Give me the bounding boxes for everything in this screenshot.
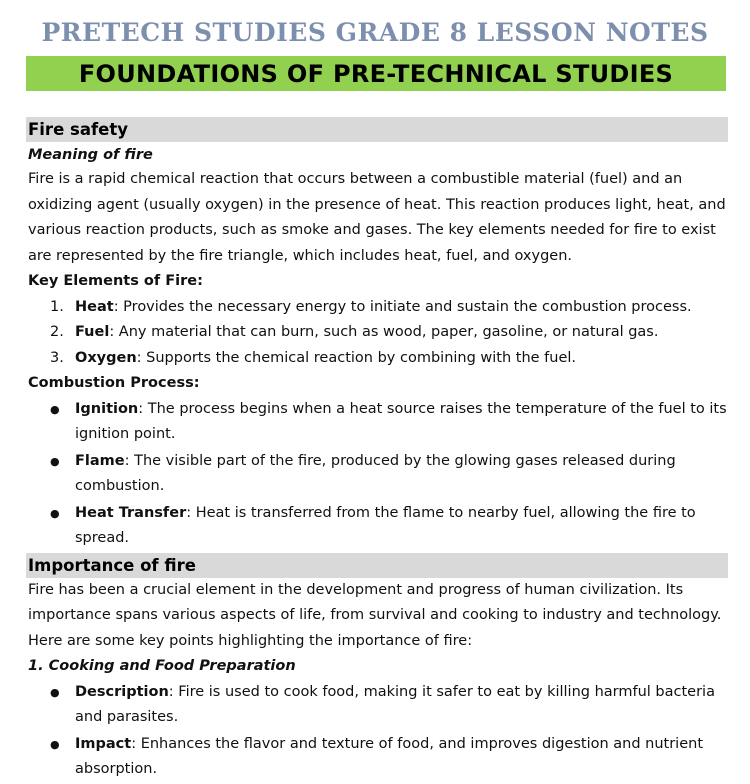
list-item [26,295,728,321]
list-item [26,346,728,372]
document-content [26,117,728,784]
list-item [26,501,728,552]
title-banner [26,56,726,91]
section-heading-importance: Importance of fire [26,553,728,578]
subheading-meaning-of-fire: Meaning of fire [28,147,153,163]
definition: : Any material that can burn, such as wood, paper, gasoline, or natural gas. [109,324,659,340]
bullet-icon: ● [50,685,60,699]
section-heading-fire-safety: Fire safety [26,117,728,142]
list-item [26,449,728,500]
term: Impact [75,735,132,752]
term: Flame [75,452,125,469]
bullet-icon: ● [50,737,60,751]
label-combustion-process: Combustion Process: [28,375,200,391]
definition: : Enhances the flavor and texture of food, and improves digestion and nutrient absorption. [75,735,704,777]
list-number: 2. [50,324,64,340]
label-cooking: 1. Cooking and Food Preparation [28,658,296,674]
cooking-list [26,680,728,783]
document-title: PRETECH STUDIES GRADE 8 LESSON NOTES [41,18,709,47]
list-item [26,732,728,783]
list-item [26,397,728,448]
list-item [26,320,728,346]
bullet-icon: ● [50,506,60,520]
key-elements-list [26,295,728,372]
list-number: 1. [50,298,64,315]
term: Ignition [75,400,139,417]
banner-text: FOUNDATIONS OF PRE-TECHNICAL STUDIES [78,59,674,88]
definition: : Supports the chemical reaction by combining with the fuel. [136,349,577,366]
bullet-icon: ● [50,454,60,468]
label-key-elements: Key Elements of Fire: [28,273,203,289]
paragraph-meaning: Fire is a rapid chemical reaction that occurs between a combustible material (fuel) and an oxidizing agent (usually oxygen) in the presence of heat. This reaction produces light, heat, and various reaction products, such as smoke and gases. The key elements needed for fire to exist are represented by the fire triangle, which includes heat, fuel, and oxygen. [28,171,726,264]
term: Heat Transfer [75,504,187,521]
bullet-icon: ● [50,402,60,416]
term: Description [75,683,169,700]
term: Oxygen [75,349,137,366]
paragraph-importance: Fire has been a crucial element in the development and progress of human civilization. Its importance spans various aspects of life, from survival and cooking to industry and technology. Here are some key points highlighting the importance of fire: [28,581,722,649]
combustion-list [26,397,728,552]
term: Fuel [75,324,110,340]
term: Heat [75,298,114,315]
list-number: 3. [50,349,64,366]
list-item [26,680,728,731]
definition: : Heat is transferred from the flame to nearby fuel, allowing the fire to spread. [75,504,696,546]
definition: : The visible part of the fire, produced by the glowing gases released during combustion. [75,452,676,494]
definition: : The process begins when a heat source raises the temperature of the fuel to its ignition point. [75,400,727,442]
definition: : Fire is used to cook food, making it safer to eat by killing harmful bacteria and parasites. [75,683,715,725]
definition: : Provides the necessary energy to initiate and sustain the combustion process. [113,298,692,315]
